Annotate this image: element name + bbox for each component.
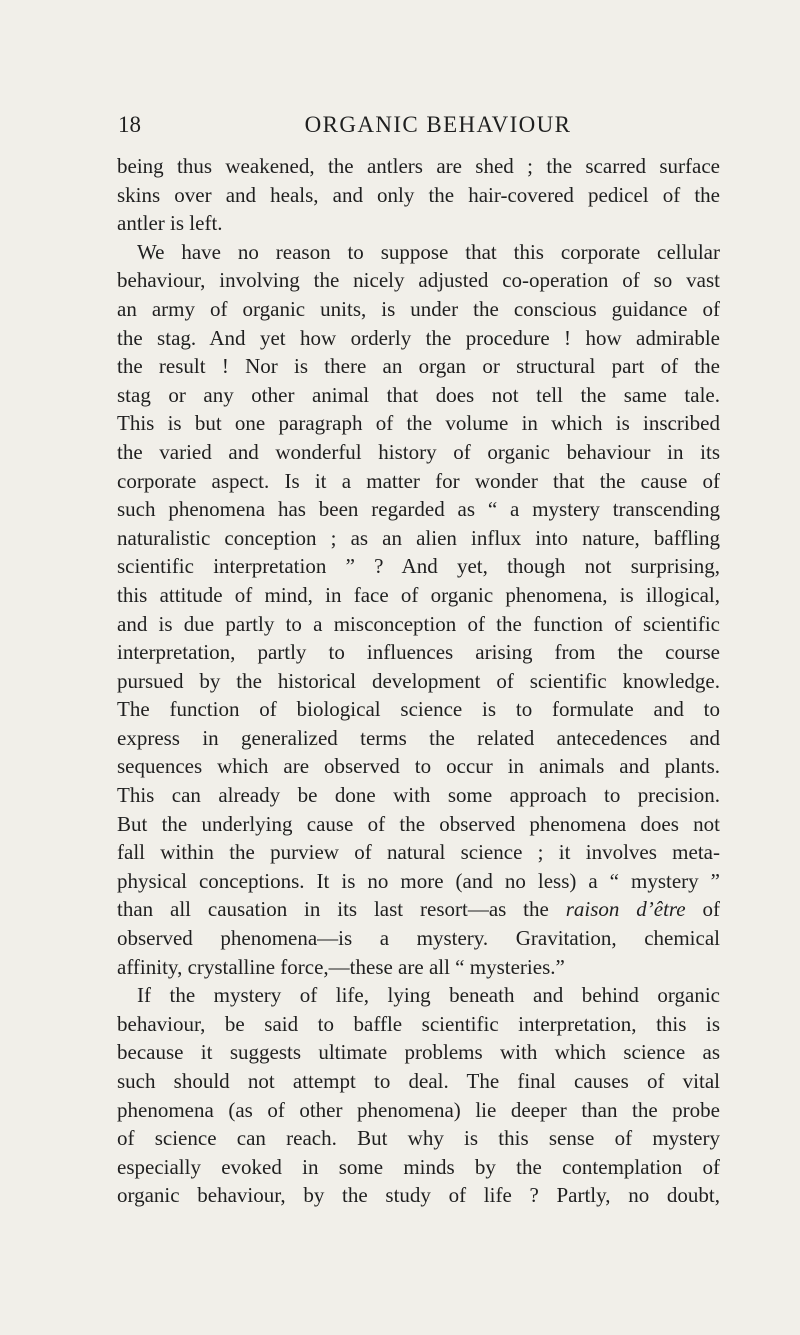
text-line: behaviour, be said to baffle scientific interpretation, this is: [117, 1011, 720, 1036]
text-line: this attitude of mind, in face of organic phenomena, is illogical,: [117, 582, 720, 607]
italic-phrase: raison d’être: [565, 897, 686, 922]
text-line: antler is left.: [117, 211, 223, 236]
page-number: 18: [118, 112, 141, 137]
text-line: especially evoked in some minds by the contemplation of: [117, 1154, 720, 1179]
text-line: the varied and wonderful history of organic behaviour in its: [117, 439, 720, 464]
text-line: [117, 895, 720, 924]
text-line: If the mystery of life, lying beneath and behind organic: [137, 983, 720, 1008]
text-line: pursued by the historical development of scientific knowledge.: [117, 668, 720, 693]
text-line: sequences which are observed to occur in animals and plants.: [117, 754, 720, 779]
text-line: the stag. And yet how orderly the procedure ! how admirable: [117, 325, 720, 350]
text-line: interpretation, partly to influences arising from the course: [117, 640, 720, 665]
text-line: of science can reach. But why is this sense of mystery: [117, 1126, 720, 1151]
text-span: of: [685, 897, 721, 922]
text-span: than all causation in its last resort—as the: [117, 897, 566, 922]
text-line: skins over and heals, and only the hair-covered pedicel of the: [117, 182, 720, 207]
text-line: affinity, crystalline force,—these are all “ mysteries.”: [117, 954, 565, 979]
text-line: We have no reason to suppose that this corporate cellular: [137, 239, 720, 264]
text-line: stag or any other animal that does not tell the same tale.: [117, 382, 720, 407]
text-line: observed phenomena—is a mystery. Gravitation, chemical: [117, 926, 720, 951]
text-line: physical conceptions. It is no more (and no less) a “ mystery ”: [117, 868, 720, 893]
text-line: such should not attempt to deal. The final causes of vital: [117, 1069, 720, 1093]
text-line: an army of organic units, is under the conscious guidance of: [117, 296, 720, 321]
text-line: such phenomena has been regarded as “ a mystery transcending: [117, 497, 720, 522]
text-line: express in generalized terms the related antecedences and: [117, 725, 720, 750]
text-line: naturalistic conception ; as an alien influx into nature, baffling: [117, 525, 720, 550]
text-line: scientific interpretation ” ? And yet, though not surprising,: [117, 554, 720, 579]
text-line: This is but one paragraph of the volume in which is inscribed: [117, 411, 720, 436]
text-line: fall within the purview of natural science ; it involves meta-: [117, 840, 720, 865]
text-line: behaviour, involving the nicely adjusted co-operation of so vast: [117, 268, 720, 293]
text-line: But the underlying cause of the observed phenomena does not: [117, 811, 720, 836]
text-line: This can already be done with some approach to precision.: [117, 783, 720, 808]
text-line: The function of biological science is to formulate and to: [117, 697, 720, 722]
running-title: ORGANIC BEHAVIOUR: [304, 112, 572, 137]
text-line: the result ! Nor is there an organ or structural part of the: [117, 354, 720, 379]
page-header: [118, 112, 718, 142]
body-text: [117, 152, 720, 1210]
text-line: being thus weakened, the antlers are shed ; the scarred surface: [117, 154, 720, 178]
text-line: because it suggests ultimate problems with which science as: [117, 1040, 720, 1065]
text-line: phenomena (as of other phenomena) lie deeper than the probe: [117, 1097, 720, 1122]
text-line: and is due partly to a misconception of the function of scientific: [117, 611, 720, 636]
text-line: organic behaviour, by the study of life ? Partly, no doubt,: [117, 1183, 720, 1208]
text-line: corporate aspect. Is it a matter for wonder that the cause of: [117, 468, 720, 493]
